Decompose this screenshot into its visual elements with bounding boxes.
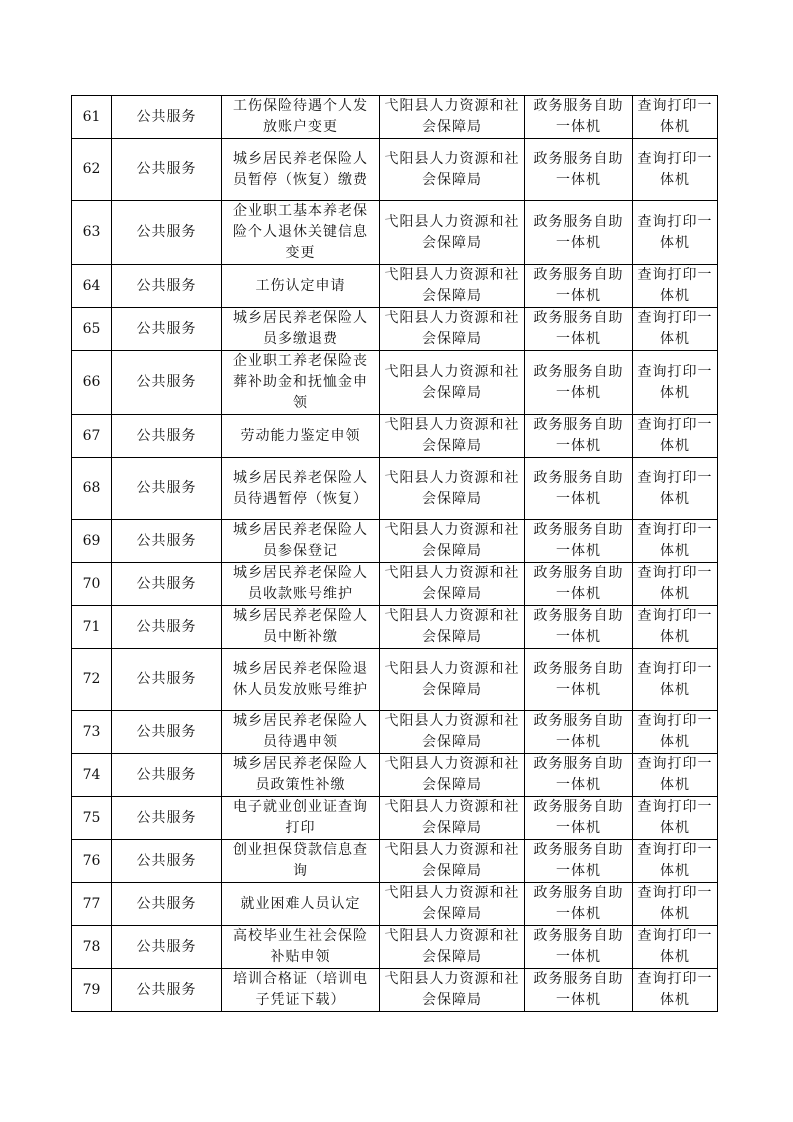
service-name: 企业职工基本养老保险个人退休关键信息变更 <box>222 201 380 265</box>
service-category: 公共服务 <box>112 563 222 606</box>
service-name: 电子就业创业证查询打印 <box>222 797 380 840</box>
service-name: 城乡居民养老保险人员中断补缴 <box>222 606 380 649</box>
table-row <box>72 649 718 711</box>
service-category: 公共服务 <box>112 351 222 415</box>
table-row <box>72 351 718 415</box>
department-name: 弋阳县人力资源和社会保障局 <box>380 415 525 458</box>
table-row <box>72 840 718 883</box>
table-row <box>72 96 718 139</box>
device-type: 查询打印一体机 <box>633 139 718 201</box>
service-category: 公共服务 <box>112 201 222 265</box>
service-channel: 政务服务自助一体机 <box>525 649 633 711</box>
table-row <box>72 308 718 351</box>
row-number: 73 <box>72 711 112 754</box>
service-name: 企业职工养老保险丧葬补助金和抚恤金申领 <box>222 351 380 415</box>
row-number: 68 <box>72 458 112 520</box>
row-number: 75 <box>72 797 112 840</box>
department-name: 弋阳县人力资源和社会保障局 <box>380 308 525 351</box>
department-name: 弋阳县人力资源和社会保障局 <box>380 520 525 563</box>
device-type: 查询打印一体机 <box>633 265 718 308</box>
service-category: 公共服务 <box>112 606 222 649</box>
service-category: 公共服务 <box>112 883 222 926</box>
service-channel: 政务服务自助一体机 <box>525 415 633 458</box>
service-category: 公共服务 <box>112 649 222 711</box>
service-category: 公共服务 <box>112 840 222 883</box>
service-name: 城乡居民养老保险人员待遇暂停（恢复） <box>222 458 380 520</box>
device-type: 查询打印一体机 <box>633 563 718 606</box>
table-row <box>72 201 718 265</box>
service-category: 公共服务 <box>112 797 222 840</box>
row-number: 69 <box>72 520 112 563</box>
service-channel: 政务服务自助一体机 <box>525 926 633 969</box>
service-category: 公共服务 <box>112 415 222 458</box>
service-category: 公共服务 <box>112 969 222 1012</box>
row-number: 65 <box>72 308 112 351</box>
table-row <box>72 563 718 606</box>
service-channel: 政务服务自助一体机 <box>525 96 633 139</box>
department-name: 弋阳县人力资源和社会保障局 <box>380 649 525 711</box>
service-channel: 政务服务自助一体机 <box>525 201 633 265</box>
table-row <box>72 415 718 458</box>
department-name: 弋阳县人力资源和社会保障局 <box>380 840 525 883</box>
device-type: 查询打印一体机 <box>633 415 718 458</box>
department-name: 弋阳县人力资源和社会保障局 <box>380 883 525 926</box>
table-row <box>72 458 718 520</box>
device-type: 查询打印一体机 <box>633 351 718 415</box>
department-name: 弋阳县人力资源和社会保障局 <box>380 754 525 797</box>
department-name: 弋阳县人力资源和社会保障局 <box>380 265 525 308</box>
table-row <box>72 265 718 308</box>
row-number: 61 <box>72 96 112 139</box>
device-type: 查询打印一体机 <box>633 926 718 969</box>
service-category: 公共服务 <box>112 711 222 754</box>
service-name: 工伤认定申请 <box>222 265 380 308</box>
service-channel: 政务服务自助一体机 <box>525 606 633 649</box>
device-type: 查询打印一体机 <box>633 797 718 840</box>
service-channel: 政务服务自助一体机 <box>525 969 633 1012</box>
service-name: 高校毕业生社会保险补贴申领 <box>222 926 380 969</box>
service-category: 公共服务 <box>112 308 222 351</box>
service-category: 公共服务 <box>112 139 222 201</box>
row-number: 78 <box>72 926 112 969</box>
department-name: 弋阳县人力资源和社会保障局 <box>380 563 525 606</box>
row-number: 74 <box>72 754 112 797</box>
device-type: 查询打印一体机 <box>633 96 718 139</box>
table-row <box>72 797 718 840</box>
row-number: 64 <box>72 265 112 308</box>
service-category: 公共服务 <box>112 754 222 797</box>
department-name: 弋阳县人力资源和社会保障局 <box>380 926 525 969</box>
device-type: 查询打印一体机 <box>633 754 718 797</box>
department-name: 弋阳县人力资源和社会保障局 <box>380 458 525 520</box>
service-name: 工伤保险待遇个人发放账户变更 <box>222 96 380 139</box>
service-channel: 政务服务自助一体机 <box>525 520 633 563</box>
service-name: 培训合格证（培训电子凭证下载） <box>222 969 380 1012</box>
device-type: 查询打印一体机 <box>633 840 718 883</box>
device-type: 查询打印一体机 <box>633 711 718 754</box>
service-channel: 政务服务自助一体机 <box>525 840 633 883</box>
department-name: 弋阳县人力资源和社会保障局 <box>380 969 525 1012</box>
service-name: 城乡居民养老保险人员暂停（恢复）缴费 <box>222 139 380 201</box>
service-list-table <box>71 95 718 1012</box>
service-channel: 政务服务自助一体机 <box>525 563 633 606</box>
row-number: 76 <box>72 840 112 883</box>
department-name: 弋阳县人力资源和社会保障局 <box>380 606 525 649</box>
service-channel: 政务服务自助一体机 <box>525 265 633 308</box>
service-channel: 政务服务自助一体机 <box>525 308 633 351</box>
table-row <box>72 606 718 649</box>
department-name: 弋阳县人力资源和社会保障局 <box>380 351 525 415</box>
row-number: 70 <box>72 563 112 606</box>
device-type: 查询打印一体机 <box>633 649 718 711</box>
row-number: 62 <box>72 139 112 201</box>
table-body <box>72 96 718 1012</box>
device-type: 查询打印一体机 <box>633 883 718 926</box>
service-name: 城乡居民养老保险人员待遇申领 <box>222 711 380 754</box>
row-number: 66 <box>72 351 112 415</box>
device-type: 查询打印一体机 <box>633 969 718 1012</box>
service-category: 公共服务 <box>112 265 222 308</box>
row-number: 77 <box>72 883 112 926</box>
device-type: 查询打印一体机 <box>633 201 718 265</box>
service-channel: 政务服务自助一体机 <box>525 139 633 201</box>
service-name: 城乡居民养老保险人员政策性补缴 <box>222 754 380 797</box>
service-name: 创业担保贷款信息查询 <box>222 840 380 883</box>
service-category: 公共服务 <box>112 926 222 969</box>
table-row <box>72 754 718 797</box>
department-name: 弋阳县人力资源和社会保障局 <box>380 711 525 754</box>
department-name: 弋阳县人力资源和社会保障局 <box>380 96 525 139</box>
row-number: 72 <box>72 649 112 711</box>
service-channel: 政务服务自助一体机 <box>525 754 633 797</box>
device-type: 查询打印一体机 <box>633 308 718 351</box>
row-number: 63 <box>72 201 112 265</box>
service-channel: 政务服务自助一体机 <box>525 883 633 926</box>
service-name: 就业困难人员认定 <box>222 883 380 926</box>
device-type: 查询打印一体机 <box>633 606 718 649</box>
service-name: 城乡居民养老保险人员收款账号维护 <box>222 563 380 606</box>
service-channel: 政务服务自助一体机 <box>525 351 633 415</box>
service-category: 公共服务 <box>112 520 222 563</box>
table-row <box>72 520 718 563</box>
table-row <box>72 883 718 926</box>
service-category: 公共服务 <box>112 96 222 139</box>
row-number: 67 <box>72 415 112 458</box>
service-channel: 政务服务自助一体机 <box>525 458 633 520</box>
table-row <box>72 711 718 754</box>
device-type: 查询打印一体机 <box>633 520 718 563</box>
service-channel: 政务服务自助一体机 <box>525 711 633 754</box>
device-type: 查询打印一体机 <box>633 458 718 520</box>
service-name: 城乡居民养老保险退休人员发放账号维护 <box>222 649 380 711</box>
department-name: 弋阳县人力资源和社会保障局 <box>380 139 525 201</box>
service-name: 城乡居民养老保险人员多缴退费 <box>222 308 380 351</box>
department-name: 弋阳县人力资源和社会保障局 <box>380 797 525 840</box>
service-name: 城乡居民养老保险人员参保登记 <box>222 520 380 563</box>
department-name: 弋阳县人力资源和社会保障局 <box>380 201 525 265</box>
table-row <box>72 139 718 201</box>
table-row <box>72 926 718 969</box>
service-category: 公共服务 <box>112 458 222 520</box>
row-number: 79 <box>72 969 112 1012</box>
service-channel: 政务服务自助一体机 <box>525 797 633 840</box>
service-name: 劳动能力鉴定申领 <box>222 415 380 458</box>
row-number: 71 <box>72 606 112 649</box>
table-row <box>72 969 718 1012</box>
